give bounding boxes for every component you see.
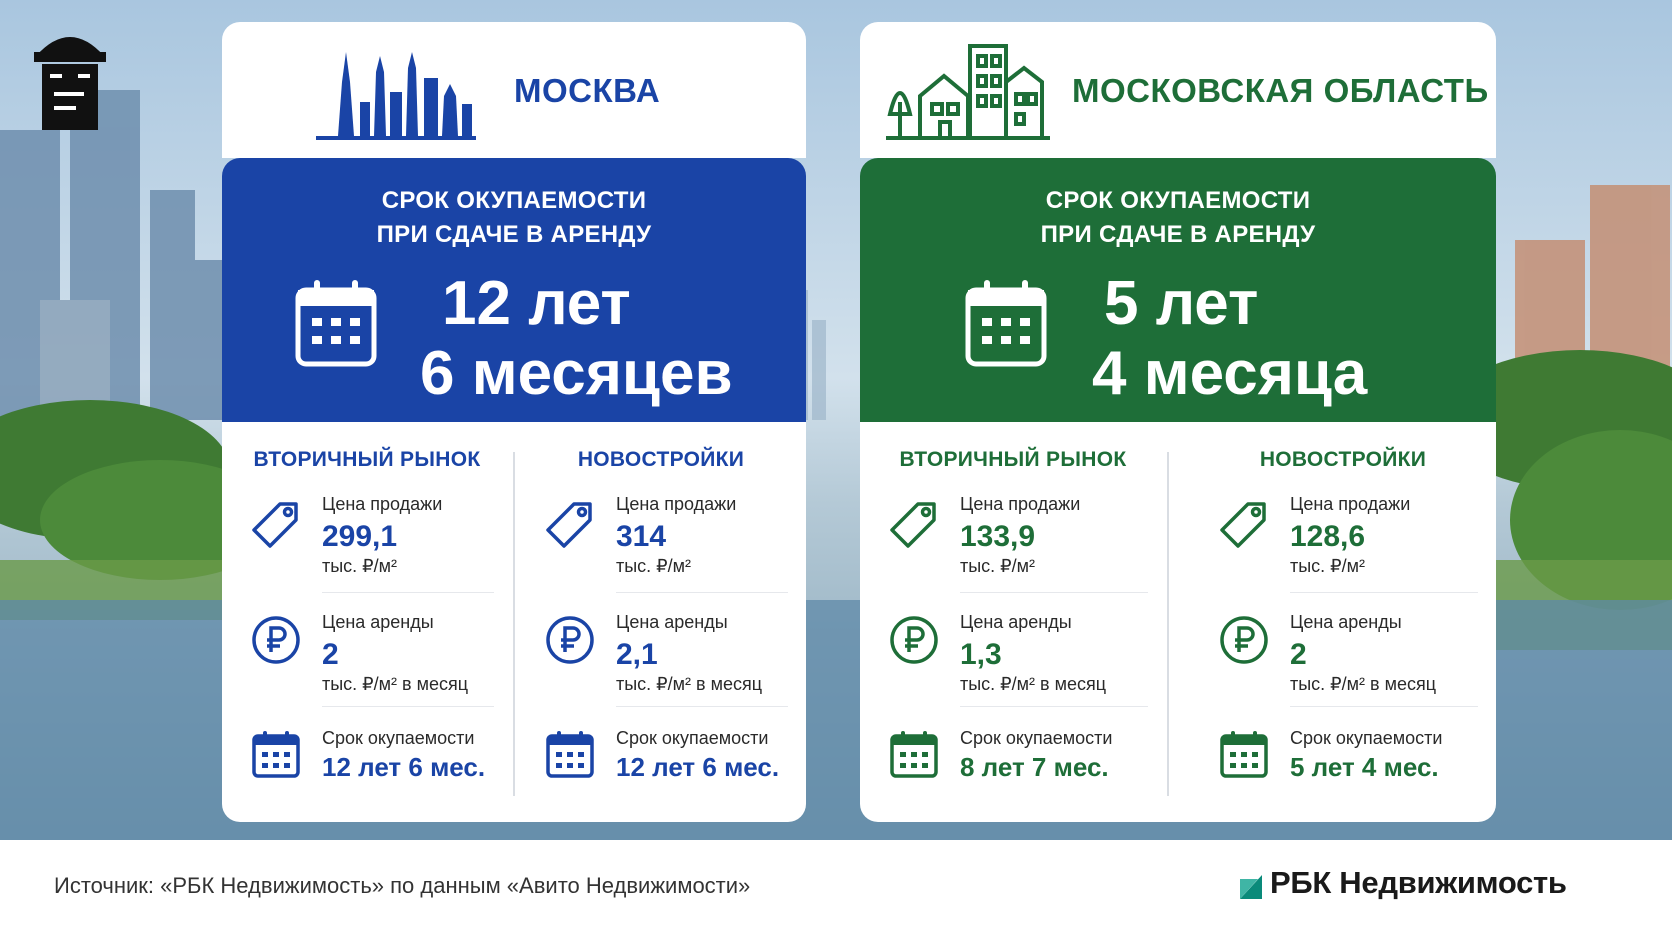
separator — [616, 706, 788, 707]
ruble-icon — [1218, 614, 1270, 666]
price-tag-icon — [544, 498, 596, 550]
rent-price-value: 2,1 — [616, 638, 658, 671]
calendar-icon — [544, 728, 596, 780]
rent-price-unit: тыс. ₽/м² в месяц — [616, 674, 763, 694]
sale-price-label: Цена продажи — [960, 494, 1081, 514]
column-heading: ВТОРИЧНЫЙ РЫНОК — [253, 448, 481, 471]
brand-mark-icon — [1240, 871, 1262, 895]
price-tag-icon — [888, 498, 940, 550]
rent-price-unit: тыс. ₽/м² в месяц — [322, 674, 469, 694]
hero-value-years: 12 лет — [442, 269, 631, 338]
brand-name: РБК Недвижимость — [1270, 865, 1567, 900]
sale-price-unit: тыс. ₽/м² — [960, 556, 1036, 576]
separator — [960, 592, 1148, 593]
brand-logo — [1240, 865, 1567, 901]
hero-subtitle: СРОК ОКУПАЕМОСТИ — [381, 187, 647, 214]
town-houses-icon — [886, 42, 1050, 142]
sale-price-value: 133,9 — [960, 520, 1036, 553]
city-skyline-icon — [316, 42, 476, 142]
moscow-header — [222, 22, 806, 158]
payback-value: 5 лет 4 мес. — [1290, 752, 1439, 782]
hero-subtitle: СРОК ОКУПАЕМОСТИ — [1045, 187, 1311, 214]
sale-price-unit: тыс. ₽/м² — [322, 556, 398, 576]
payback-value: 12 лет 6 мес. — [322, 752, 486, 782]
ruble-icon — [544, 614, 596, 666]
region-title: МОСКВА — [514, 72, 661, 109]
sale-price-unit: тыс. ₽/м² — [1290, 556, 1366, 576]
secondary-market-column — [222, 422, 512, 822]
payback-label: Срок окупаемости — [960, 728, 1113, 748]
calendar-icon — [294, 278, 378, 368]
oblast-hero — [860, 158, 1496, 428]
rent-price-unit: тыс. ₽/м² в месяц — [1290, 674, 1437, 694]
ruble-icon — [888, 614, 940, 666]
payback-value: 8 лет 7 мес. — [960, 752, 1109, 782]
divider — [1167, 452, 1169, 796]
oblast-stats — [860, 422, 1496, 822]
payback-value: 12 лет 6 мес. — [616, 752, 780, 782]
sale-price-value: 299,1 — [322, 520, 398, 553]
new-buildings-column — [1190, 422, 1496, 822]
separator — [1290, 592, 1478, 593]
separator — [322, 592, 494, 593]
hero-subtitle: ПРИ СДАЧЕ В АРЕНДУ — [1040, 221, 1316, 248]
rent-price-unit: тыс. ₽/м² в месяц — [960, 674, 1107, 694]
rent-price-value: 2 — [322, 638, 339, 671]
sale-price-value: 128,6 — [1290, 520, 1366, 553]
payback-label: Срок окупаемости — [616, 728, 769, 748]
source-note: Источник: «РБК Недвижимость» по данным «Авито Недвижимости» — [54, 873, 751, 898]
column-heading: ВТОРИЧНЫЙ РЫНОК — [899, 448, 1127, 471]
sale-price-label: Цена продажи — [1290, 494, 1411, 514]
hero-value-years: 5 лет — [1104, 269, 1259, 338]
sale-price-label: Цена продажи — [322, 494, 443, 514]
moscow-panel — [222, 22, 806, 822]
separator — [960, 706, 1148, 707]
rent-price-label: Цена аренды — [1290, 612, 1402, 632]
calendar-icon — [888, 728, 940, 780]
rent-price-label: Цена аренды — [960, 612, 1072, 632]
price-tag-icon — [250, 498, 302, 550]
rent-price-value: 2 — [1290, 638, 1307, 671]
calendar-icon — [1218, 728, 1270, 780]
hero-value-months: 4 месяца — [1092, 339, 1368, 408]
calendar-icon — [964, 278, 1048, 368]
payback-label: Срок окупаемости — [1290, 728, 1443, 748]
secondary-market-column — [860, 422, 1166, 822]
hero-subtitle: ПРИ СДАЧЕ В АРЕНДУ — [376, 221, 652, 248]
channel-logo-icon — [20, 22, 120, 140]
ruble-icon — [250, 614, 302, 666]
separator — [1290, 706, 1478, 707]
sale-price-value: 314 — [616, 520, 667, 553]
hero-value-months: 6 месяцев — [420, 339, 733, 408]
sale-price-unit: тыс. ₽/м² — [616, 556, 692, 576]
region-title: МОСКОВСКАЯ ОБЛАСТЬ — [1072, 72, 1489, 109]
moscow-hero — [222, 158, 806, 428]
calendar-icon — [250, 728, 302, 780]
sale-price-label: Цена продажи — [616, 494, 737, 514]
separator — [616, 592, 788, 593]
separator — [322, 706, 494, 707]
oblast-panel — [860, 22, 1496, 822]
rent-price-label: Цена аренды — [616, 612, 728, 632]
rent-price-value: 1,3 — [960, 638, 1002, 671]
rent-price-label: Цена аренды — [322, 612, 434, 632]
moscow-stats — [222, 422, 806, 822]
column-heading: НОВОСТРОЙКИ — [577, 448, 745, 471]
payback-label: Срок окупаемости — [322, 728, 475, 748]
divider — [513, 452, 515, 796]
column-heading: НОВОСТРОЙКИ — [1259, 448, 1427, 471]
new-buildings-column — [516, 422, 806, 822]
oblast-header — [860, 22, 1496, 158]
price-tag-icon — [1218, 498, 1270, 550]
